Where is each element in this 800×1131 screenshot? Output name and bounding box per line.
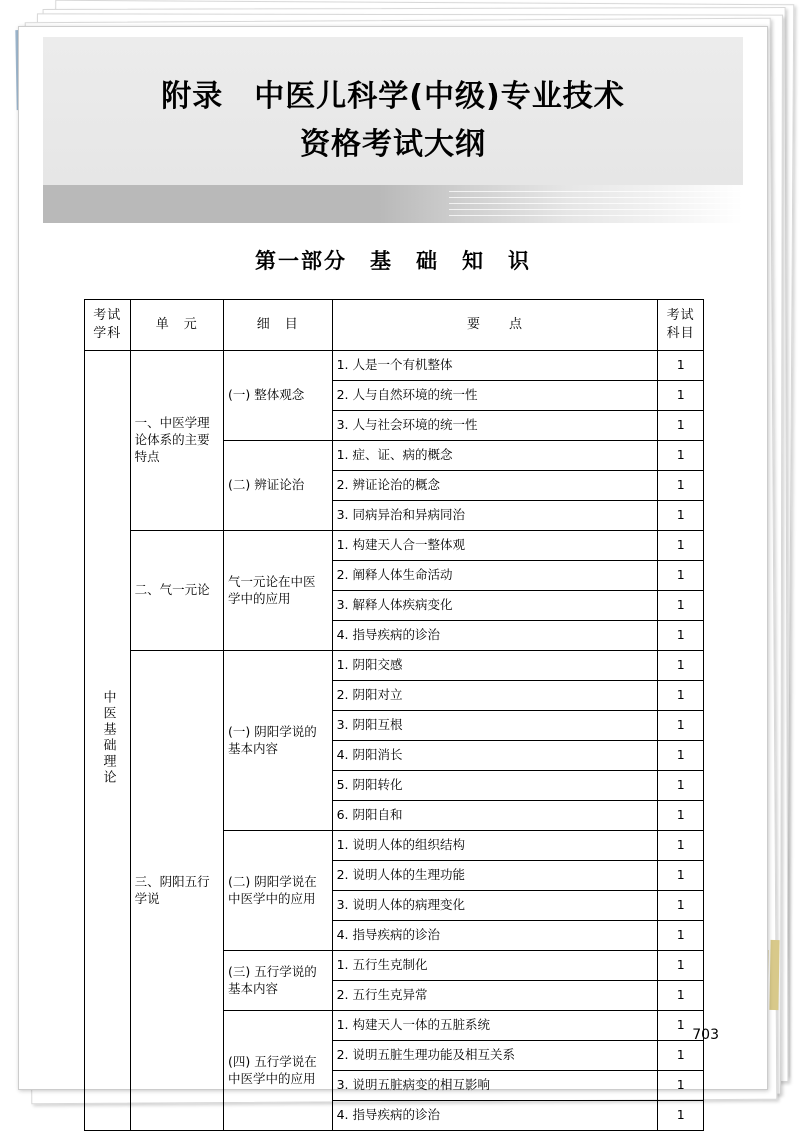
cell-exam-subject: 1	[658, 831, 704, 861]
cell-point: 2. 辨证论治的概念	[332, 471, 658, 501]
cell-exam-subject: 1	[658, 561, 704, 591]
cell-point: 2. 阴阳对立	[332, 681, 658, 711]
cell-detail: (二) 辨证论治	[224, 441, 333, 531]
cell-unit: 三、阴阳五行学说	[130, 651, 223, 1131]
table-header-row	[85, 300, 704, 351]
cell-point: 3. 阴阳互根	[332, 711, 658, 741]
cell-point: 1. 构建天人一体的五脏系统	[332, 1011, 658, 1041]
cell-exam-subject: 1	[658, 681, 704, 711]
cell-point: 3. 说明人体的病理变化	[332, 891, 658, 921]
header-exam	[658, 300, 704, 351]
section-title: 第一部分 基 础 知 识	[255, 249, 531, 273]
cell-detail: (一) 整体观念	[224, 351, 333, 441]
cell-detail: (四) 五行学说在中医学中的应用	[224, 1011, 333, 1131]
cell-detail: (二) 阴阳学说在中医学中的应用	[224, 831, 333, 951]
cell-exam-subject: 1	[658, 771, 704, 801]
cell-exam-subject: 1	[658, 1071, 704, 1101]
header-exam-line1: 考试	[666, 308, 695, 324]
cell-unit: 二、气一元论	[130, 531, 223, 651]
cell-exam-subject: 1	[658, 591, 704, 621]
header-unit: 单 元	[130, 300, 223, 351]
cell-exam-subject: 1	[658, 951, 704, 981]
cell-point: 1. 五行生克制化	[332, 951, 658, 981]
document-page	[18, 26, 768, 1123]
cell-exam-subject: 1	[658, 891, 704, 921]
cell-detail: (一) 阴阳学说的基本内容	[224, 651, 333, 831]
cell-point: 2. 说明人体的生理功能	[332, 861, 658, 891]
cell-exam-subject: 1	[658, 1011, 704, 1041]
cell-exam-subject: 1	[658, 381, 704, 411]
cell-exam-subject: 1	[658, 351, 704, 381]
cell-point: 6. 阴阳自和	[332, 801, 658, 831]
cell-exam-subject: 1	[658, 801, 704, 831]
cell-exam-subject: 1	[658, 981, 704, 1011]
cell-exam-subject: 1	[658, 711, 704, 741]
document-title-line1: 附录 中医儿科学(中级)专业技术	[161, 79, 625, 114]
cell-point: 1. 人是一个有机整体	[332, 351, 658, 381]
cell-unit: 一、中医学理论体系的主要特点	[130, 351, 223, 531]
page-number: 703	[692, 1027, 719, 1043]
cell-point: 2. 说明五脏生理功能及相互关系	[332, 1041, 658, 1071]
header-point: 要 点	[332, 300, 658, 351]
table-row	[85, 351, 704, 381]
cell-detail: 气一元论在中医学中的应用	[224, 531, 333, 651]
table-row	[85, 651, 704, 681]
header-stripe-lines	[449, 185, 743, 223]
page-stack-edge-yellow-1	[769, 940, 779, 1010]
header-subject	[85, 300, 131, 351]
cell-exam-subject: 1	[658, 621, 704, 651]
header-subject-line1: 考试	[93, 308, 122, 324]
header-subject-line2: 学科	[93, 326, 122, 341]
cell-point: 2. 阐释人体生命活动	[332, 561, 658, 591]
document-title	[43, 73, 743, 169]
cell-point: 3. 说明五脏病变的相互影响	[332, 1071, 658, 1101]
title-band	[43, 37, 743, 185]
cell-point: 3. 同病异治和异病同治	[332, 501, 658, 531]
cell-point: 4. 指导疾病的诊治	[332, 921, 658, 951]
header-detail: 细 目	[224, 300, 333, 351]
cell-exam-subject: 1	[658, 531, 704, 561]
cell-exam-subject: 1	[658, 1101, 704, 1131]
cell-exam-subject: 1	[658, 501, 704, 531]
cell-point: 2. 人与自然环境的统一性	[332, 381, 658, 411]
cell-exam-subject: 1	[658, 741, 704, 771]
cell-point: 1. 说明人体的组织结构	[332, 831, 658, 861]
header-exam-line2: 科目	[666, 326, 695, 341]
cell-point: 4. 指导疾病的诊治	[332, 1101, 658, 1131]
cell-subject	[85, 351, 131, 1131]
document-title-line2: 资格考试大纲	[300, 127, 486, 162]
cell-point: 5. 阴阳转化	[332, 771, 658, 801]
cell-point: 4. 指导疾病的诊治	[332, 621, 658, 651]
cell-exam-subject: 1	[658, 441, 704, 471]
cell-exam-subject: 1	[658, 471, 704, 501]
cell-point: 3. 人与社会环境的统一性	[332, 411, 658, 441]
subject-label: 中医基础理论	[100, 690, 116, 787]
cell-exam-subject: 1	[658, 1041, 704, 1071]
cell-exam-subject: 1	[658, 921, 704, 951]
cell-detail: (三) 五行学说的基本内容	[224, 951, 333, 1011]
cell-point: 2. 五行生克异常	[332, 981, 658, 1011]
cell-point: 1. 症、证、病的概念	[332, 441, 658, 471]
cell-point: 1. 阴阳交感	[332, 651, 658, 681]
cell-point: 4. 阴阳消长	[332, 741, 658, 771]
cell-exam-subject: 1	[658, 411, 704, 441]
cell-point: 1. 构建天人合一整体观	[332, 531, 658, 561]
syllabus-table	[84, 299, 704, 1131]
cell-exam-subject: 1	[658, 861, 704, 891]
table-row	[85, 531, 704, 561]
cell-point: 3. 解释人体疾病变化	[332, 591, 658, 621]
cell-exam-subject: 1	[658, 651, 704, 681]
